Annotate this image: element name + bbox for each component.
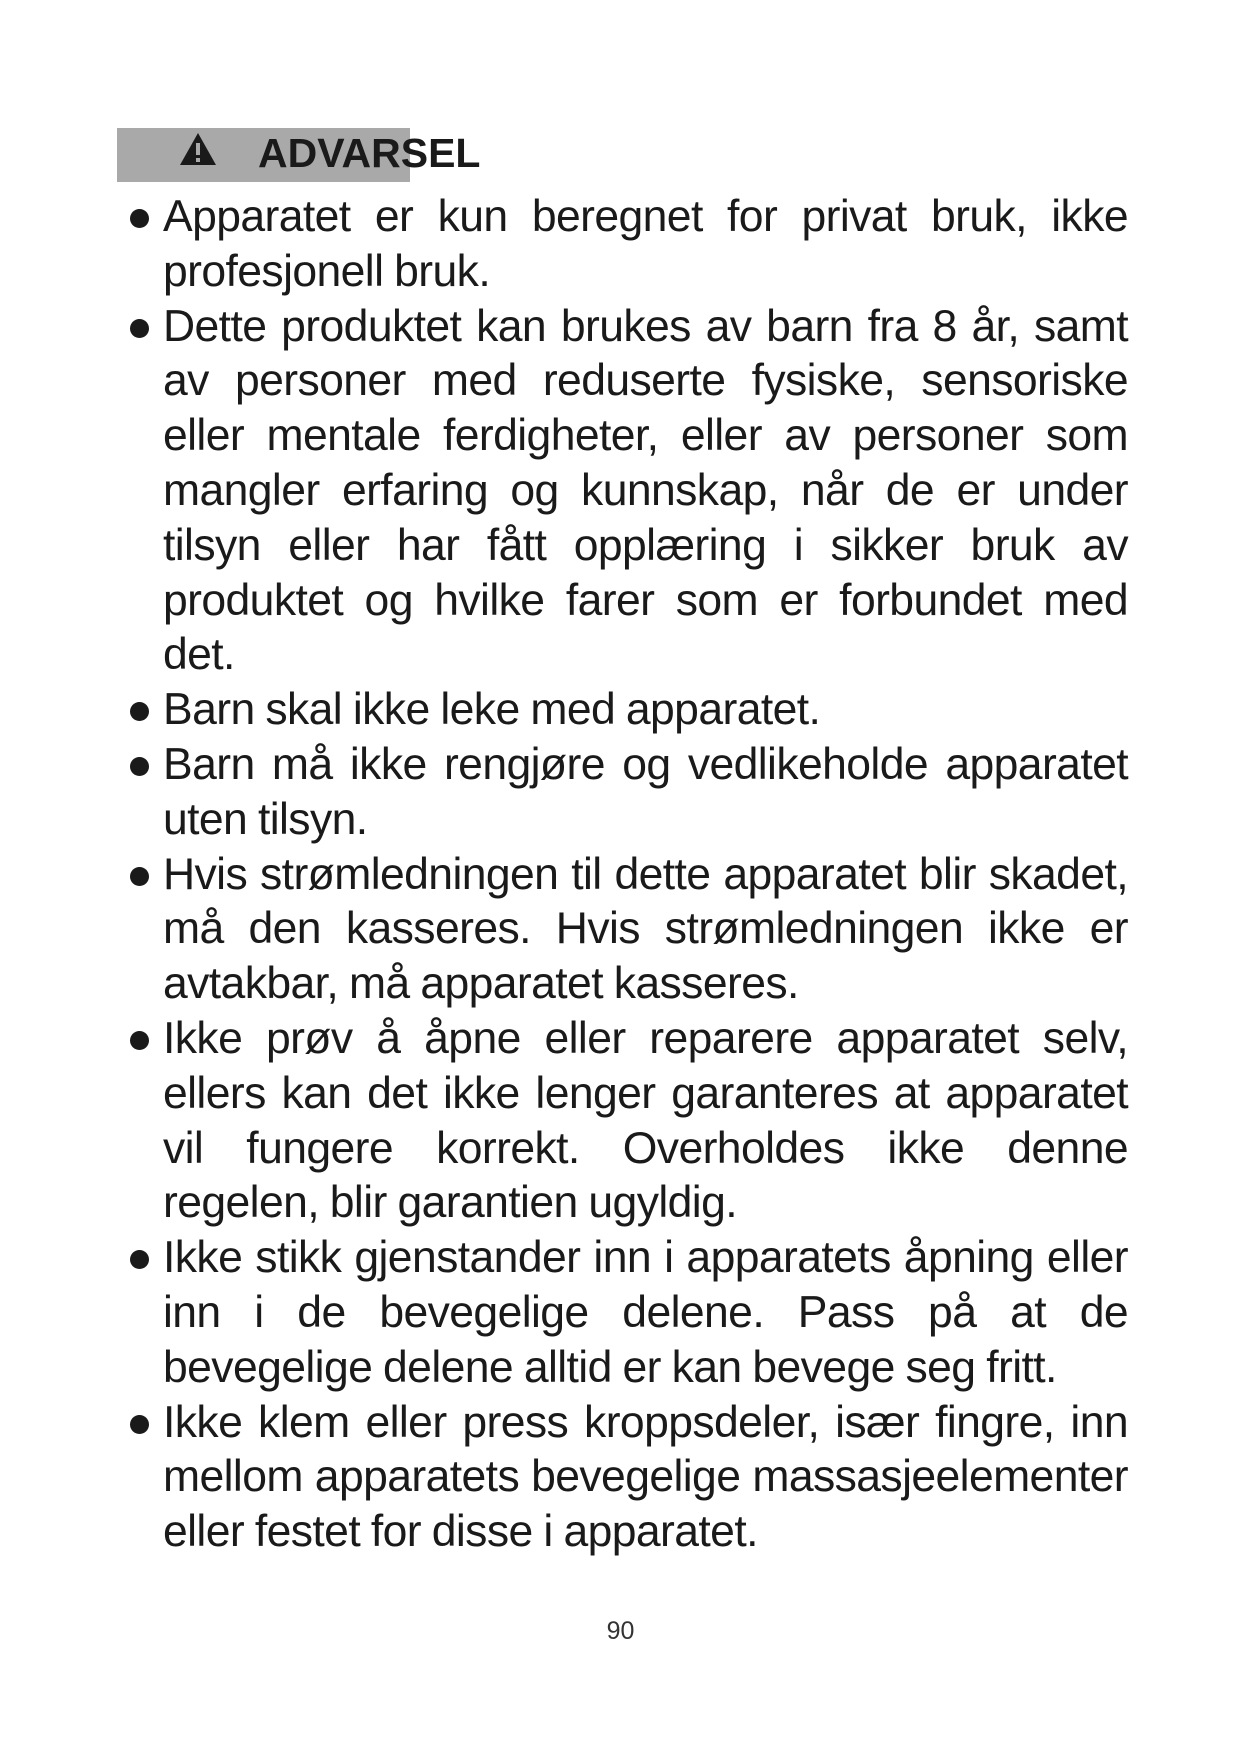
warning-triangle-icon bbox=[178, 131, 218, 167]
list-item-text: Barn skal ikke leke med apparatet. bbox=[163, 685, 821, 735]
list-item bbox=[130, 1012, 1128, 1231]
list-item bbox=[130, 1396, 1128, 1560]
bullet-icon bbox=[130, 757, 149, 776]
bullet-icon bbox=[130, 319, 149, 338]
list-item-text: Dette produktet kan brukes av barn fra 8 år, samt av personer med reduserte fysiske, sensoriske eller mentale ferdigheter, eller av personer som mangler erfaring og kunnskap, når de er under tilsyn eller har fått opplæring i sikker bruk av produktet og hvilke farer som er forbundet med det. bbox=[163, 301, 1128, 680]
page-number: 90 bbox=[606, 1617, 635, 1645]
warning-title: ADVARSEL bbox=[258, 130, 481, 176]
list-item bbox=[130, 1231, 1128, 1395]
warning-list bbox=[130, 190, 1128, 1560]
list-item bbox=[130, 738, 1128, 848]
list-item-text: Hvis strømledningen til dette apparatet blir skadet, må den kasseres. Hvis strømledningen ikke er avtakbar, må apparatet kasseres. bbox=[163, 849, 1128, 1009]
list-item-text: Ikke klem eller press kroppsdeler, især fingre, inn mellom apparatets bevegelige massasjeelementer eller festet for disse i apparatet. bbox=[163, 1397, 1128, 1557]
list-item bbox=[130, 300, 1128, 684]
list-item bbox=[130, 683, 1128, 738]
list-item-text: Ikke prøv å åpne eller reparere apparatet selv, ellers kan det ikke lenger garanteres at apparatet vil fungere korrekt. Overholdes ikke denne regelen, blir garantien ugyldig. bbox=[163, 1013, 1128, 1228]
list-item-text: Ikke stikk gjenstander inn i apparatets åpning eller inn i de bevegelige delene. Pass på at de bevegelige delene alltid er kan bevege seg fritt. bbox=[163, 1233, 1128, 1392]
bullet-icon bbox=[130, 209, 149, 228]
bullet-icon bbox=[130, 1250, 149, 1269]
bullet-icon bbox=[130, 867, 149, 886]
list-item bbox=[130, 848, 1128, 1012]
bullet-icon bbox=[130, 1031, 149, 1050]
list-item bbox=[130, 190, 1128, 300]
list-item-text: Barn må ikke rengjøre og vedlikeholde apparatet uten tilsyn. bbox=[163, 739, 1128, 844]
bullet-icon bbox=[130, 702, 149, 721]
list-item-text: Apparatet er kun beregnet for privat bruk, ikke profesjonell bruk. bbox=[163, 192, 1128, 296]
bullet-icon bbox=[130, 1415, 149, 1434]
